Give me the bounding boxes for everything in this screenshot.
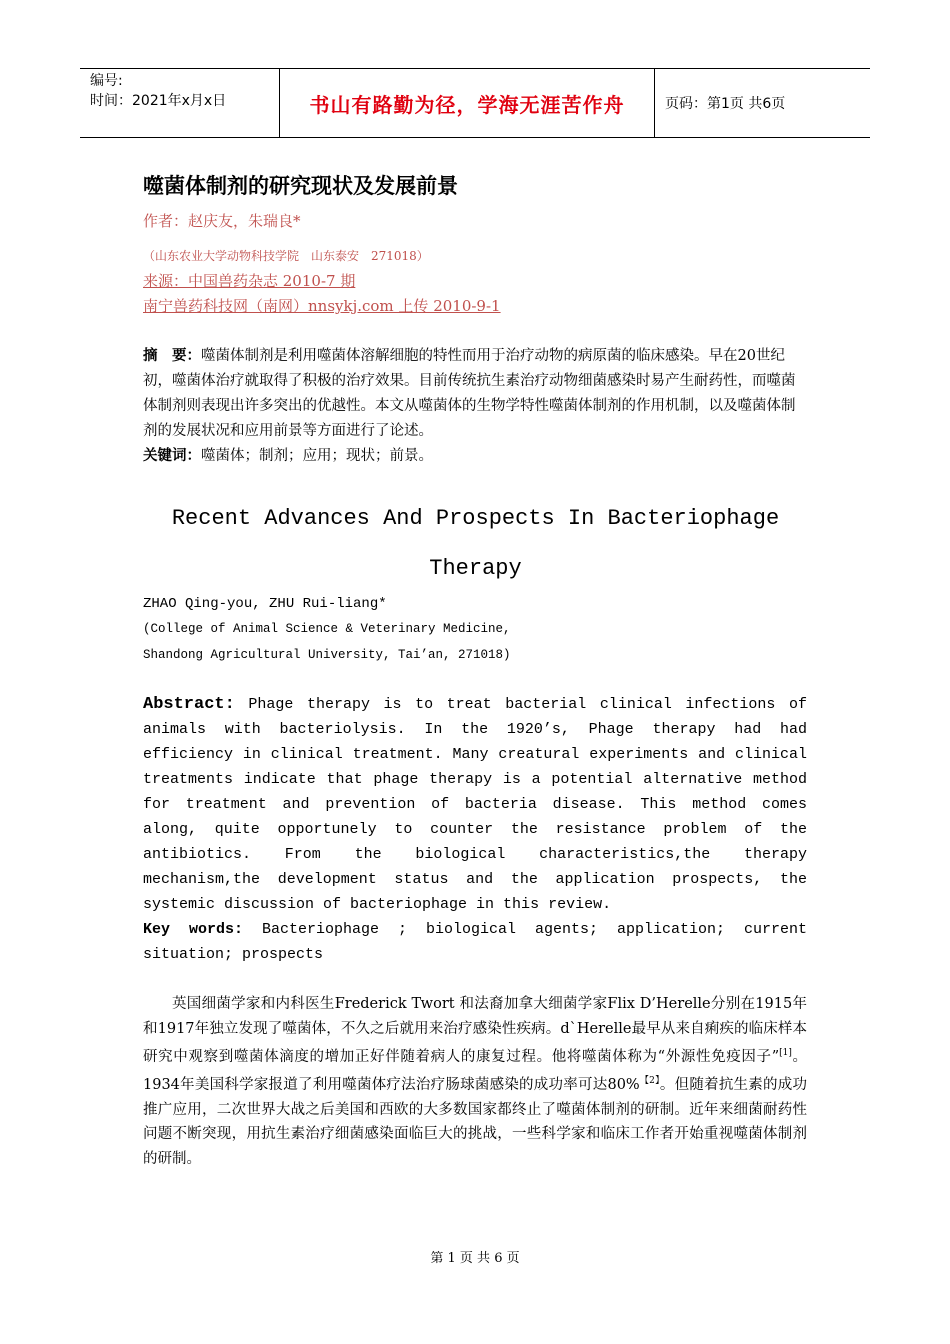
- en-keywords-label: Key words:: [143, 921, 243, 938]
- body-part3: 。但随着抗生素的成功推广应用，二次世界大战之后美国和西欧的大多数国家都终止了噬菌体制剂的研制。近年来细菌耐药性问题不断突现，用抗生素治疗细菌感染面临巨大的挑战，一些科学家和临床工作者开始重视噬菌体制剂的研制。: [143, 1077, 807, 1167]
- number-label: 编号:: [90, 73, 123, 89]
- header-left-cell: [80, 69, 280, 137]
- upload-link[interactable]: 南宁兽药科技网（南网）nnsykj.com 上传 2010-9-1: [143, 297, 501, 315]
- en-abstract-label: Abstract:: [143, 695, 235, 714]
- cn-keywords-text: 噬菌体；制剂；应用；现状；前景。: [201, 448, 433, 464]
- en-abstract-text: Phage therapy is to treat bacterial clinical infections of animals with bacteriolysis. In the 1920’s, Phage therapy had had efficiency in clinical treatment. Many creatural experiments and clinical treatments indicate that phage therapy is a potential alternative method for treatment and prevention of bacteria disease. This method comes along, quite opportunely to counter the resistance problem of the antibiotics. From the biological characteristics,the therapy mechanism,the development status and the application prospects, the systemic discussion of bacteriophage in this review.: [143, 696, 807, 913]
- cn-abstract: [143, 344, 808, 444]
- en-keywords: [143, 917, 807, 967]
- en-abstract: [143, 692, 807, 917]
- header-page-info: 页码：第1页 共6页: [665, 96, 786, 112]
- citation-2: 【2】: [639, 1076, 660, 1087]
- page-footer: 第 1 页 共 6 页: [430, 1251, 520, 1266]
- header-table: [80, 68, 870, 138]
- en-affiliation-line2: Shandong Agricultural University, Tai’an, 271018): [143, 648, 511, 662]
- article-title: 噬菌体制剂的研究现状及发展前景: [143, 174, 458, 198]
- body-part1: 英国细菌学家和内科医生Frederick Twort 和法裔加拿大细菌学家Flix D’Herelle分别在1915年和1917年独立发现了噬菌体，不久之后就用来治疗感染性疾病。d`Herelle最早从来自痢疾的临床样本研究中观察到噬菌体滴度的增加正好伴随着病人的康复过程。他将噬菌体称为“外源性免疫因子”: [143, 996, 807, 1065]
- header-motto: 书山有路勤为径，学海无涯苦作舟: [280, 69, 655, 137]
- cn-keywords: [143, 444, 808, 469]
- en-title-line1: Recent Advances And Prospects In Bacteriophage: [171, 506, 780, 531]
- en-title-line2: Therapy: [429, 556, 522, 581]
- article-authors: 作者：赵庆友，朱瑞良*: [143, 212, 301, 230]
- body-paragraph: [143, 992, 807, 1171]
- en-keywords-text: Bacteriophage ; biological agents; application; current situation; prospects: [143, 921, 807, 963]
- article-affiliation: （山东农业大学动物科技学院 山东泰安 271018）: [143, 249, 429, 263]
- en-affiliation-line1: (College of Animal Science & Veterinary Medicine,: [143, 622, 511, 636]
- cn-abstract-text: 噬菌体制剂是利用噬菌体溶解细胞的特性而用于治疗动物的病原菌的临床感染。早在20世纪初，噬菌体治疗就取得了积极的治疗效果。目前传统抗生素治疗动物细菌感染时易产生耐药性，而噬菌体制剂则表现出许多突出的优越性。本文从噬菌体的生物学特性噬菌体制剂的作用机制，以及噬菌体制剂的发展状况和应用前景等方面进行了论述。: [143, 348, 796, 439]
- upload-link-wrap: [143, 295, 501, 316]
- source-link[interactable]: 来源：中国兽药杂志 2010-7 期: [143, 272, 356, 290]
- cn-keywords-label: 关键词：: [143, 448, 201, 464]
- cn-abstract-label: 摘 要：: [143, 348, 201, 364]
- body-part2: 。1934年美国科学家报道了利用噬菌体疗法治疗肠球菌感染的成功率可达80%: [143, 1048, 807, 1094]
- en-authors: ZHAO Qing-you, ZHU Rui-liang*: [143, 596, 387, 612]
- citation-1: [1]: [779, 1048, 792, 1058]
- source-link-wrap: [143, 270, 355, 291]
- time-label: 时间：2021年x月x日: [90, 93, 227, 109]
